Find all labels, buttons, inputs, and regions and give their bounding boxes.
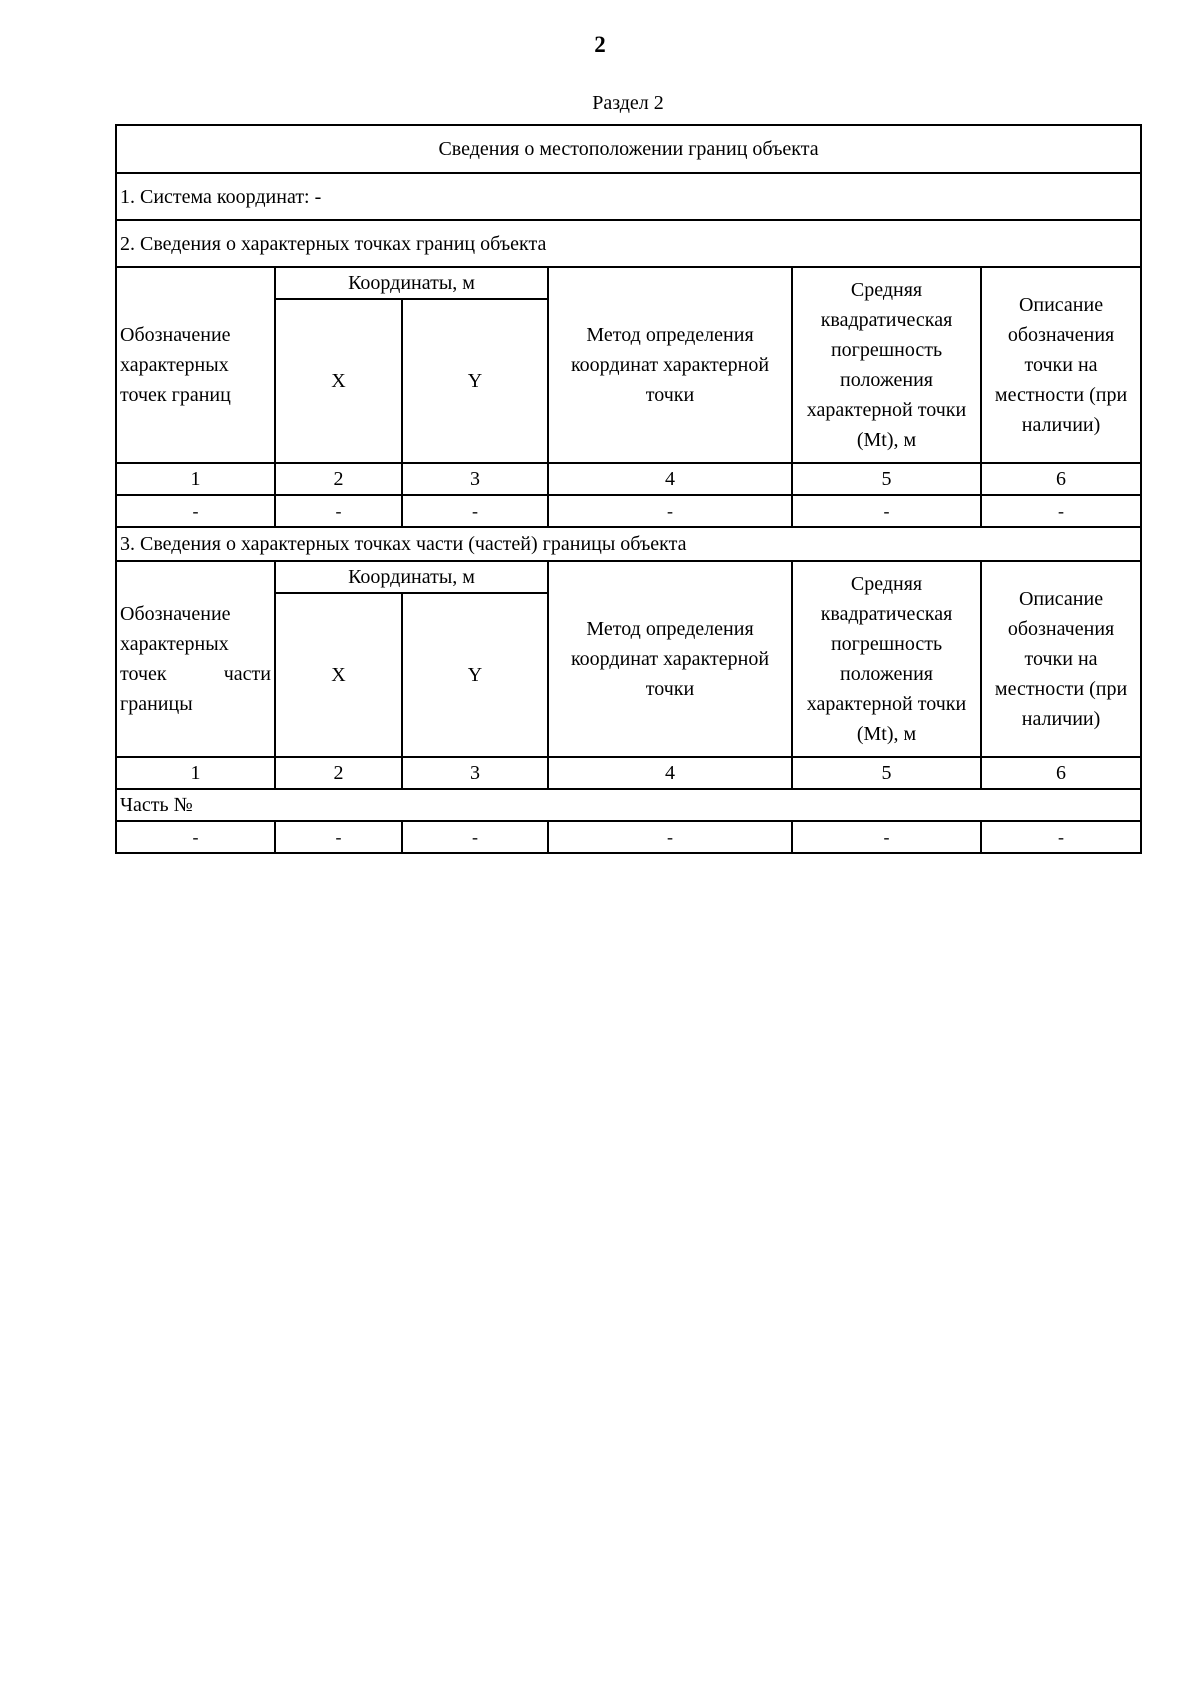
s3-col-x: X (275, 593, 402, 757)
s3-col-y: Y (402, 593, 548, 757)
s2-num-6: 6 (981, 463, 1141, 495)
s3-cell: - (275, 821, 402, 853)
s3-cell: - (548, 821, 792, 853)
s2-col-x: X (275, 299, 402, 463)
s2-num-5: 5 (792, 463, 981, 495)
s2-col-designation: Обозначение характерных точек границ (116, 267, 275, 463)
s3-num-2: 2 (275, 757, 402, 789)
table-row (116, 821, 1141, 853)
s2-col-y: Y (402, 299, 548, 463)
s2-cell: - (792, 495, 981, 527)
s3-num-6: 6 (981, 757, 1141, 789)
s3-cell: - (981, 821, 1141, 853)
s2-col-description: Описание обозначения точки на местности (при наличии) (981, 267, 1141, 463)
s3-col-designation: Обозначение характерных точек части границы (116, 561, 275, 757)
s2-cell: - (548, 495, 792, 527)
boundary-info-table (115, 124, 1142, 854)
s3-num-5: 5 (792, 757, 981, 789)
s2-col-method: Метод определения координат характерной точки (548, 267, 792, 463)
s2-cell: - (116, 495, 275, 527)
s2-num-1: 1 (116, 463, 275, 495)
s2-num-2: 2 (275, 463, 402, 495)
s2-cell: - (275, 495, 402, 527)
section3-heading: 3. Сведения о характерных точках части (частей) границы объекта (116, 527, 1141, 561)
s2-cell: - (981, 495, 1141, 527)
s2-cell: - (402, 495, 548, 527)
s2-num-3: 3 (402, 463, 548, 495)
table-title: Сведения о местоположении границ объекта (116, 125, 1141, 173)
s3-col-error: Средняя квадратическая погрешность положения характерной точки (Mt), м (792, 561, 981, 757)
s3-part-label: Часть № (116, 789, 1141, 821)
section2-heading: 2. Сведения о характерных точках границ объекта (116, 220, 1141, 267)
page-number: 2 (594, 32, 606, 57)
s2-num-4: 4 (548, 463, 792, 495)
s2-col-coords: Координаты, м (275, 267, 548, 299)
coordinate-system: 1. Система координат: - (116, 173, 1141, 220)
s3-num-4: 4 (548, 757, 792, 789)
s3-cell: - (792, 821, 981, 853)
s2-col-error: Средняя квадратическая погрешность положения характерной точки (Mt), м (792, 267, 981, 463)
s3-cell: - (116, 821, 275, 853)
s3-num-1: 1 (116, 757, 275, 789)
s3-cell: - (402, 821, 548, 853)
s3-col-coords: Координаты, м (275, 561, 548, 593)
section-label: Раздел 2 (592, 92, 664, 114)
s3-col-method: Метод определения координат характерной точки (548, 561, 792, 757)
table-row (116, 495, 1141, 527)
s3-col-description: Описание обозначения точки на местности (при наличии) (981, 561, 1141, 757)
s3-num-3: 3 (402, 757, 548, 789)
